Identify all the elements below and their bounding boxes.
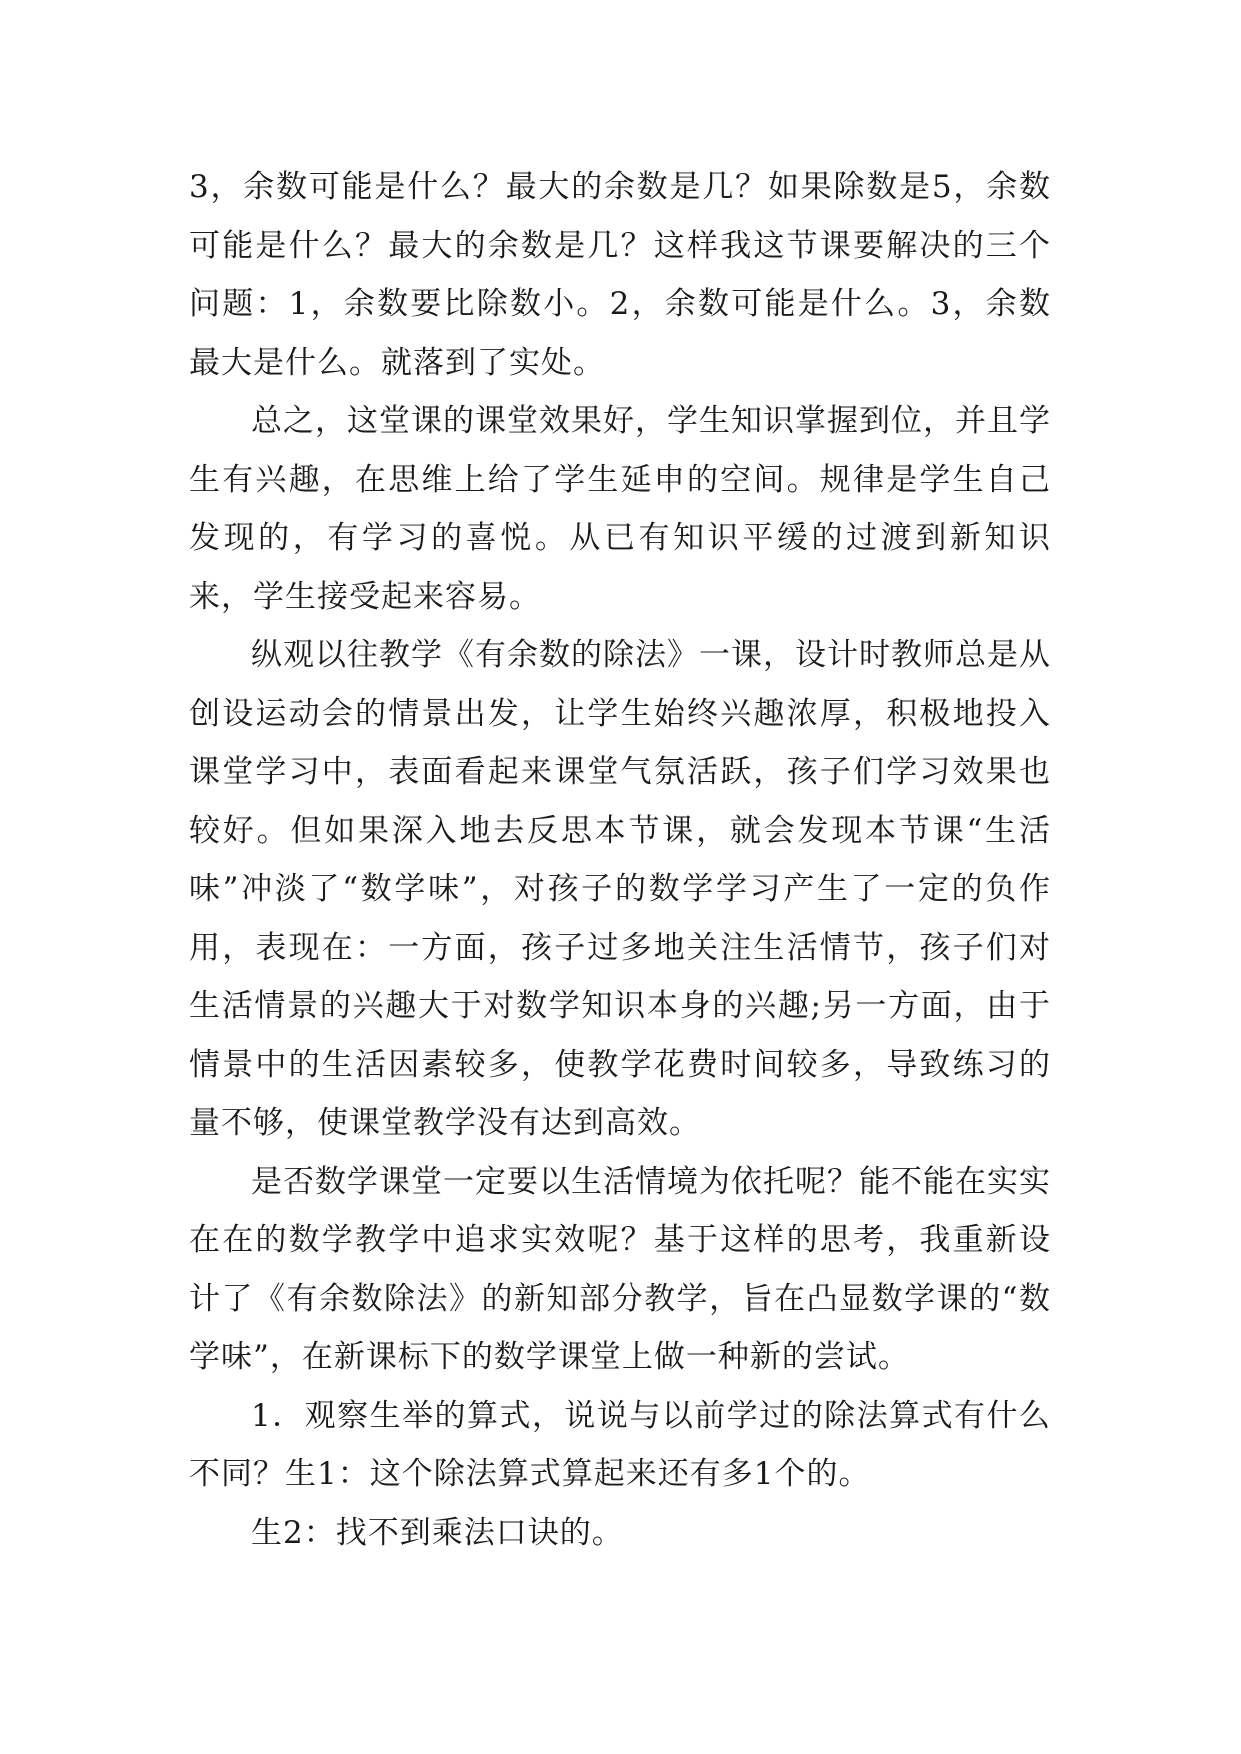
paragraph-1: 3，余数可能是什么？最大的余数是几？如果除数是5，余数可能是什么？最大的余数是几？这样我这节课要解决的三个问题：1，余数要比除数小。2，余数可能是什么。3，余数最大是什么。就落到了实处。	[189, 169, 1051, 381]
paragraph-5: 1．观察生举的算式，说说与以前学过的除法算式有什么不同？生1：这个除法算式算起来还有多1个的。	[189, 1397, 1051, 1492]
paragraph-2: 总之，这堂课的课堂效果好，学生知识掌握到位，并且学生有兴趣，在思维上给了学生延申的空间。规律是学生自己发现的，有学习的喜悦。从已有知识平缓的过渡到新知识来，学生接受起来容易。	[189, 403, 1051, 615]
paragraph-3: 纵观以往教学《有余数的除法》一课，设计时教师总是从创设运动会的情景出发，让学生始终兴趣浓厚，积极地投入课堂学习中，表面看起来课堂气氛活跃，孩子们学习效果也较好。但如果深入地去反思本节课，就会发现本节课“生活味”冲淡了“数学味”，对孩子的数学学习产生了一定的负作用，表现在：一方面，孩子过多地关注生活情节，孩子们对生活情景的兴趣大于对数学知识本身的兴趣;另一方面，由于情景中的生活因素较多，使教学花费时间较多，导致练习的量不够，使课堂教学没有达到高效。	[189, 637, 1051, 1141]
paragraph-6: 生2：找不到乘法口诀的。	[251, 1514, 624, 1551]
document-body	[189, 158, 1051, 1562]
paragraph-4: 是否数学课堂一定要以生活情境为依托呢？能不能在实实在在的数学教学中追求实效呢？基于这样的思考，我重新设计了《有余数除法》的新知部分教学，旨在凸显数学课的“数学味”，在新课标下的数学课堂上做一种新的尝试。	[189, 1163, 1051, 1375]
